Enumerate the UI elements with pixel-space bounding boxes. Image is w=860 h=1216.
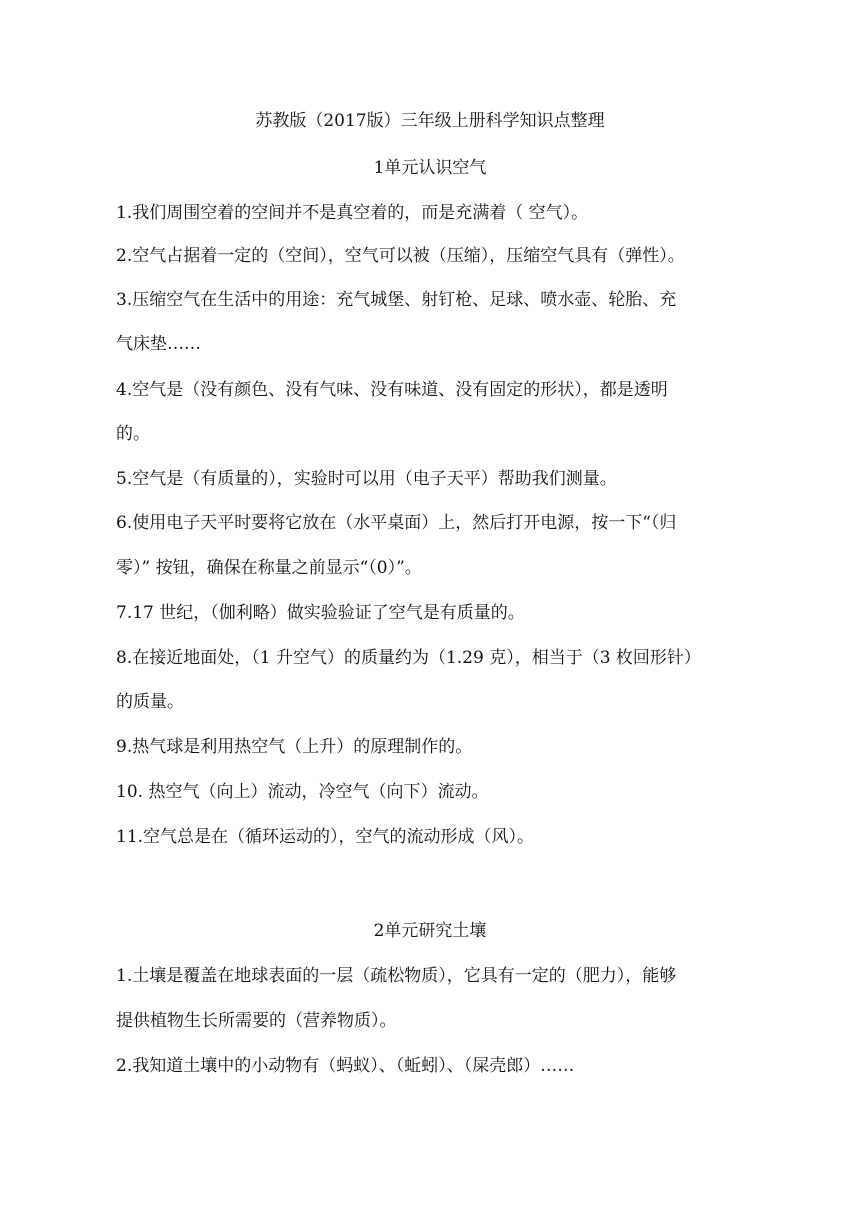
unit1-line-3: 3.压缩空气在生活中的用途：充气城堡、射钉枪、足球、喷水壶、轮胎、充	[116, 290, 677, 310]
unit1-line-11: 11.空气总是在（循环运动的），空气的流动形成（风）。	[116, 827, 535, 847]
unit1-line-4-cont: 的。	[116, 424, 150, 444]
unit1-line-3-cont: 气床垫……	[116, 334, 201, 354]
unit2-line-1: 1.土壤是覆盖在地球表面的一层（疏松物质），它具有一定的（肥力），能够	[116, 966, 677, 986]
unit1-line-2: 2.空气占据着一定的（空间），空气可以被（压缩），压缩空气具有（弹性）。	[116, 246, 685, 266]
unit1-line-1: 1.我们周围空着的空间并不是真空着的，而是充满着（ 空气）。	[116, 203, 589, 223]
unit1-heading: 1单元认识空气	[373, 158, 487, 178]
document-title: 苏教版（2017版）三年级上册科学知识点整理	[255, 111, 605, 131]
unit1-line-6-cont: 零）” 按钮，确保在称量之前显示“（0）”。	[116, 558, 422, 578]
unit2-line-2: 2.我知道土壤中的小动物有（蚂蚁）、（蚯蚓）、（屎壳郎）……	[116, 1056, 575, 1076]
unit1-line-6: 6.使用电子天平时要将它放在（水平桌面）上，然后打开电源，按一下“（归	[116, 513, 677, 533]
unit1-line-4: 4.空气是（没有颜色、没有气味、没有味道、没有固定的形状），都是透明	[116, 380, 668, 400]
unit1-line-9: 9.热气球是利用热空气（上升）的原理制作的。	[116, 737, 473, 757]
unit1-line-5: 5.空气是（有质量的），实验时可以用（电子天平）帮助我们测量。	[116, 469, 617, 489]
unit1-line-10: 10. 热空气（向上）流动，冷空气（向下）流动。	[116, 782, 489, 802]
unit1-line-7: 7.17 世纪，（伽利略）做实验验证了空气是有质量的。	[116, 603, 525, 623]
unit2-heading: 2单元研究土壤	[373, 921, 487, 941]
unit2-line-1-cont: 提供植物生长所需要的（营养物质）。	[116, 1011, 397, 1031]
unit1-line-8: 8.在接近地面处，（1 升空气）的质量约为（1.29 克），相当于（3 枚回形针）	[116, 648, 701, 668]
unit1-line-8-cont: 的质量。	[116, 692, 184, 712]
